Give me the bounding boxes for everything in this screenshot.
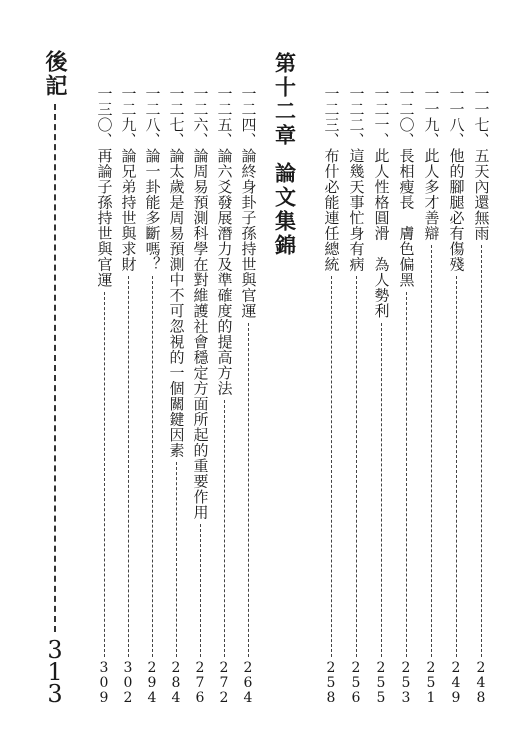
chapter-heading bbox=[270, 52, 300, 352]
toc-entry[interactable]: 一三〇、再論子孫持世與官運 3 0 9 bbox=[95, 86, 114, 706]
toc-entry[interactable]: 一二七、論太歲是周易預測中不可忽視的一個關鍵因素 2 8 4 bbox=[167, 86, 186, 706]
toc-entry[interactable]: 一一七、五天內還無雨 2 4 8 bbox=[472, 86, 491, 706]
toc-entry[interactable]: 一二九、論兄弟持世與求財 3 0 2 bbox=[119, 86, 138, 706]
toc-entry[interactable]: 一二八、論一卦能多斷嗎？ 2 9 4 bbox=[143, 86, 162, 706]
running-header bbox=[38, 50, 72, 708]
page-number: 3 0 9 bbox=[99, 660, 109, 706]
page-number: 2 5 8 bbox=[326, 660, 336, 706]
toc-entry[interactable]: 一二一、此人性格圓滑 為人勢利 2 5 5 bbox=[372, 86, 391, 706]
page-number: 2 4 9 bbox=[451, 660, 461, 706]
page-number: 2 8 4 bbox=[171, 660, 181, 706]
page-number: 2 5 3 bbox=[401, 660, 411, 706]
chapter-number: 第十二章 bbox=[272, 52, 298, 148]
toc-entry[interactable]: 一二〇、長相瘦長 膚色偏黑 2 5 3 bbox=[397, 86, 416, 706]
toc-entry[interactable]: 一二六、論周易預測科學在對維護社會穩定方面所起的重要作用 2 7 6 bbox=[191, 86, 210, 706]
chapter-title: 論文集錦 bbox=[272, 162, 298, 258]
page-number: 2 7 6 bbox=[195, 660, 205, 706]
page-number: 2 4 8 bbox=[476, 660, 486, 706]
running-header-page-number: 3 1 3 bbox=[47, 636, 63, 708]
page-number: 3 0 2 bbox=[123, 660, 133, 706]
page-number: 2 9 4 bbox=[147, 660, 157, 706]
running-header-title: 後記 bbox=[42, 50, 68, 98]
toc-entry[interactable]: 一二五、論六爻發展潛力及準確度的提高方法 2 7 2 bbox=[215, 86, 234, 706]
toc-entry[interactable]: 一二四、論終身卦子孫持世與官運 2 6 4 bbox=[239, 86, 258, 706]
toc-entry[interactable]: 一二二、這幾天事忙身有病 2 5 6 bbox=[347, 86, 366, 706]
toc-entry[interactable]: 一一八、他的腳腿必有傷殘 2 4 9 bbox=[447, 86, 466, 706]
toc-entry[interactable]: 一一九、此人多才善辯 2 5 1 bbox=[422, 86, 441, 706]
page-number: 2 5 1 bbox=[426, 660, 436, 706]
page-number: 2 5 6 bbox=[351, 660, 361, 706]
page-number: 2 5 5 bbox=[376, 660, 386, 706]
toc-entry[interactable]: 一二三、布什必能連任總統 2 5 8 bbox=[322, 86, 341, 706]
page-number: 2 7 2 bbox=[219, 660, 229, 706]
page-number: 2 6 4 bbox=[243, 660, 253, 706]
running-header-leader bbox=[54, 104, 56, 632]
